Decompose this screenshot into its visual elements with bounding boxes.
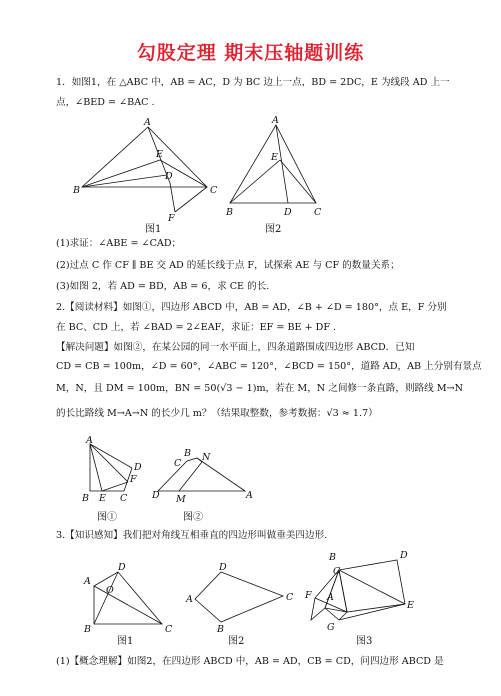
- q3f3-label-c: C: [333, 566, 341, 577]
- q3-figure1: [82, 564, 182, 634]
- q3f2-label-a: A: [186, 594, 193, 605]
- q1-fig1-caption: 图1: [145, 224, 162, 235]
- q2-figure2: [152, 446, 262, 506]
- q3-fig3-caption: 图3: [356, 636, 373, 647]
- q2-line2: 在 BC、CD 上，若 ∠BAD = 2∠EAF，求证：EF = BE + DF .: [56, 322, 337, 333]
- q3f1-label-o: O: [106, 585, 114, 596]
- q2f1-label-a: A: [86, 435, 93, 446]
- q3f3-label-g: G: [327, 622, 335, 633]
- q3-figure3: [303, 550, 423, 634]
- q2-line6: 的长比路线 M→A→N 的长少几 m？（结果取整数，参考数据：√3 ≈ 1.7）: [56, 408, 378, 419]
- fig1-label-c: C: [210, 185, 218, 196]
- q2-fig2-caption: 图②: [183, 512, 203, 523]
- fig2-label-e: E: [271, 152, 278, 163]
- q1-fig2-caption: 图2: [265, 224, 282, 235]
- q2f2-label-b: B: [184, 448, 191, 459]
- q1-part2: (2)过点 C 作 CF ∥ BE 交 AD 的延长线于点 F，试探索 AE 与 CF 的数量关系；: [56, 260, 400, 271]
- q2-line4: CD = CB = 100m，∠D = 60°，∠ABC = 120°，∠BCD = 150°，道路 AD，AB 上分别有景点: [56, 361, 482, 372]
- fig1-label-f: F: [168, 213, 175, 224]
- fig1-label-a: A: [144, 117, 151, 128]
- q3f1-label-b: B: [84, 624, 91, 635]
- q1-part1: (1)求证：∠ABE = ∠CAD；: [56, 238, 182, 249]
- q1-part3: (3)如图 2，若 AD = BD，AB = 6，求 CE 的长.: [56, 281, 270, 292]
- q3f3-label-b: B: [329, 552, 336, 563]
- q3f1-label-a: A: [84, 576, 91, 587]
- q2f1-label-b: B: [82, 493, 89, 504]
- q3f2-label-c: C: [286, 592, 294, 603]
- fig3-square-acfg: [311, 570, 339, 620]
- q3f3-label-f: F: [305, 590, 312, 601]
- q2f2-label-m: M: [176, 494, 186, 505]
- fig1-label-e: E: [156, 149, 163, 160]
- q2-fig1-caption: 图①: [97, 512, 117, 523]
- q2f2-label-d: D: [152, 490, 160, 501]
- fig3-square-bcde: [339, 560, 405, 612]
- q2-line3: 【解决问题】如图②，在某公园的同一水平面上，四条道路围成四边形 ABCD．已知: [56, 342, 415, 353]
- q3-fig2-caption: 图2: [228, 636, 245, 647]
- q3f2-label-d: D: [219, 562, 227, 573]
- fig-kite-abcd: [195, 572, 283, 622]
- q3f1-label-d: D: [118, 562, 126, 573]
- q2f1-label-e: E: [99, 493, 106, 504]
- q3-figure2: [185, 564, 295, 634]
- page-title: 勾股定理 期末压轴题训练: [136, 42, 365, 64]
- q3-fig1-caption: 图1: [117, 636, 134, 647]
- q2-line1: 2.【阅读材料】如图①，四边形 ABCD 中，AB = AD，∠B + ∠D = 180°，点 E，F 分别: [56, 302, 447, 313]
- q3f3-label-d: D: [400, 550, 408, 561]
- q1-figure2: [228, 115, 338, 225]
- fig2-label-d: D: [284, 207, 292, 218]
- q2f1-label-d: D: [134, 462, 142, 473]
- fig2-triangle-abc: [230, 125, 316, 203]
- q2f2-label-a: A: [246, 490, 253, 501]
- q2f1-label-c: C: [120, 493, 128, 504]
- q3-line2: (1)【概念理解】如图2，在四边形 ABCD 中，AB = AD，CB = CD，问四边形 ABCD 是: [56, 656, 444, 667]
- q2f2-label-n: N: [202, 452, 211, 463]
- fig1-label-d: D: [165, 171, 173, 182]
- q1-line2: 点，∠BED = ∠BAC .: [56, 97, 155, 108]
- q1-line1: 1．如图1，在 △ABC 中，AB = AC，D 为 BC 边上一点，BD = 2DC，E 为线段 AD 上一: [56, 77, 450, 88]
- q3f3-label-a: A: [327, 592, 334, 603]
- q3f1-label-c: C: [165, 624, 173, 635]
- q1-figure1: [70, 115, 220, 225]
- q3f3-label-e: E: [407, 600, 414, 611]
- q3f2-label-b: B: [217, 624, 224, 635]
- q2f1-label-f: F: [130, 474, 137, 485]
- fig2-label-b: B: [226, 207, 233, 218]
- q2-line5: M，N，且 DM = 100m，BN = 50(√3 − 1)m，若在 M，N 之间修一条直路，则路线 M→N: [56, 383, 464, 394]
- fig1-label-b: B: [73, 185, 80, 196]
- fig2-label-a: A: [272, 115, 279, 126]
- fig2-label-c: C: [314, 207, 322, 218]
- q2f2-label-c: C: [174, 458, 182, 469]
- q3-line1: 3.【知识感知】我们把对角线互相垂直的四边形叫做垂美四边形.: [56, 530, 328, 541]
- fig-quad-abcd3: [94, 572, 162, 624]
- q2-figure1: [82, 436, 152, 506]
